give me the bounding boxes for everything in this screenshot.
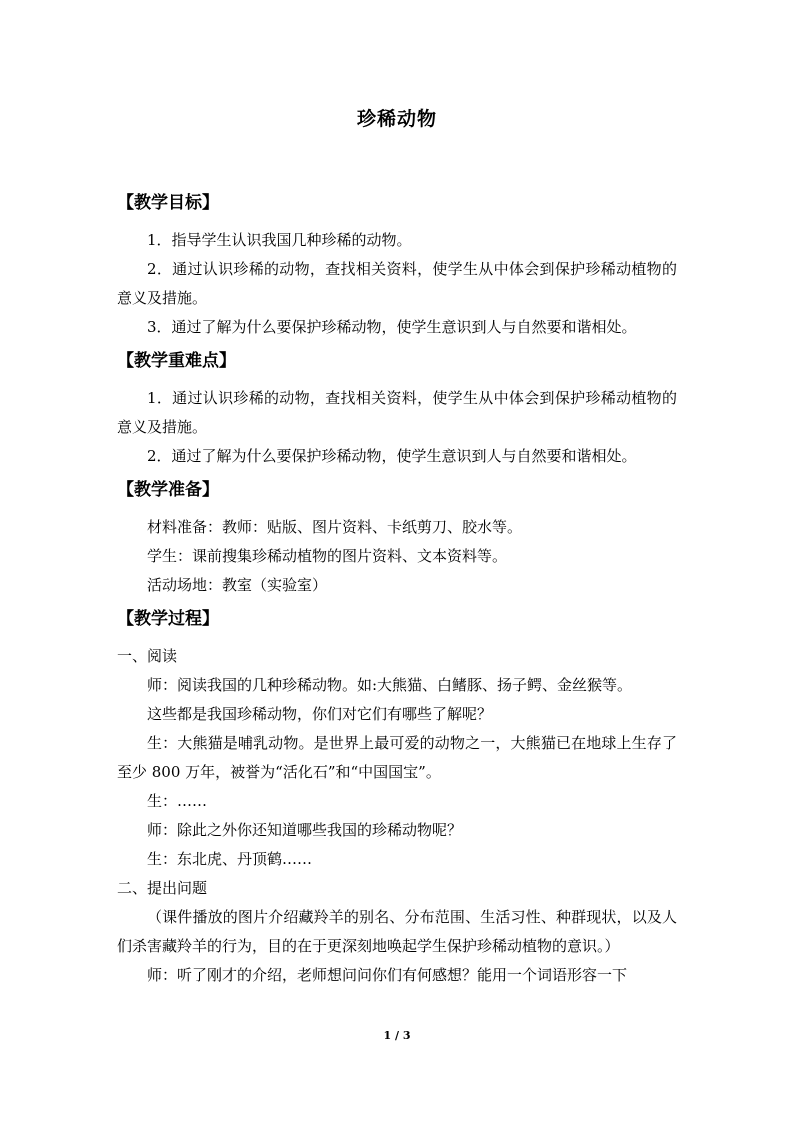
key-point-1: 1．通过认识珍稀的动物，查找相关资料，使学生从中体会到保护珍稀动植物的意义及措施。 (117, 389, 677, 436)
objective-2: 2．通过认识珍稀的动物，查找相关资料，使学生从中体会到保护珍稀动植物的意义及措施。 (117, 260, 677, 307)
process-paragraph: 师：除此之外你还知道哪些我国的珍稀动物呢？ (147, 821, 463, 839)
section-heading-objectives: 【教学目标】 (117, 193, 219, 213)
process-paragraph: 生：大熊猫是哺乳动物。是世界上最可爱的动物之一，大熊猫已在地球上生存了至少 800 万年，被誉为“活化石”和“中国国宝”。 (117, 734, 677, 781)
page-title: 珍稀动物 (356, 108, 437, 130)
process-paragraph: 这些都是我国珍稀动物，你们对它们有哪些了解呢？ (147, 705, 493, 723)
process-paragraph: 生：东北虎、丹顶鹤…… (147, 850, 313, 868)
objective-1: 1．指导学生认识我国几种珍稀的动物。 (147, 231, 412, 249)
preparation-students: 学生：课前搜集珍稀动植物的图片资料、文本资料等。 (147, 547, 508, 565)
process-paragraph: 生：…… (147, 792, 208, 810)
section-heading-preparation: 【教学准备】 (117, 480, 219, 500)
key-point-2: 2．通过了解为什么要保护珍稀动物，使学生意识到人与自然要和谐相处。 (147, 447, 637, 465)
section-heading-key-points: 【教学重难点】 (117, 351, 236, 371)
process-step-heading: 二、提出问题 (117, 879, 208, 897)
page-number: 1 / 3 (383, 1029, 411, 1042)
document-body (117, 188, 677, 990)
section-heading-process: 【教学过程】 (117, 609, 219, 629)
objective-3: 3．通过了解为什么要保护珍稀动物，使学生意识到人与自然要和谐相处。 (147, 318, 637, 336)
process-step-heading: 一、阅读 (117, 647, 178, 665)
process-paragraph: （课件播放的图片介绍藏羚羊的别名、分布范围、生活习性、种群现状，以及人们杀害藏羚羊的行为，目的在于更深刻地唤起学生保护珍稀动植物的意识。） (117, 908, 677, 955)
process-paragraph: 师：阅读我国的几种珍稀动物。如:大熊猫、白鳍豚、扬子鳄、金丝猴等。 (147, 676, 633, 694)
process-paragraph: 师：听了刚才的介绍，老师想问问你们有何感想？能用一个词语形容一下 (147, 966, 628, 984)
preparation-venue: 活动场地：教室（实验室） (147, 576, 328, 594)
preparation-materials: 材料准备：教师：贴版、图片资料、卡纸剪刀、胶水等。 (147, 518, 523, 536)
